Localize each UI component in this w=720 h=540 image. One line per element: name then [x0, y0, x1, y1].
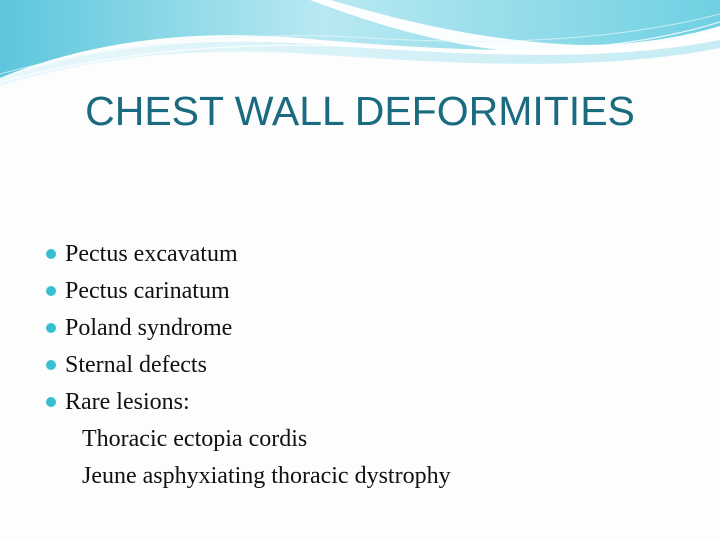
- list-item-text: Pectus carinatum: [65, 278, 230, 304]
- bullet-dot-icon: [46, 360, 56, 370]
- list-item-text: Sternal defects: [65, 352, 207, 378]
- sub-list-item: Thoracic ectopia cordis: [82, 426, 308, 452]
- bullet-list: [44, 236, 684, 495]
- bullet-dot-icon: [46, 397, 56, 407]
- bullet-dot-icon: [46, 249, 56, 259]
- header-wave-decoration: [0, 0, 720, 90]
- list-item: [44, 384, 684, 421]
- bullet-dot-icon: [46, 286, 56, 296]
- sub-list-item: Jeune asphyxiating thoracic dystrophy: [82, 463, 451, 489]
- list-item: [44, 310, 684, 347]
- list-item: [44, 347, 684, 384]
- list-item-text: Rare lesions:: [65, 389, 190, 415]
- list-item: [44, 236, 684, 273]
- bullet-dot-icon: [46, 323, 56, 333]
- list-item: [44, 273, 684, 310]
- slide-title: CHEST WALL DEFORMITIES: [85, 88, 635, 134]
- list-item-text: Poland syndrome: [65, 315, 233, 341]
- list-item-text: Pectus excavatum: [65, 241, 238, 267]
